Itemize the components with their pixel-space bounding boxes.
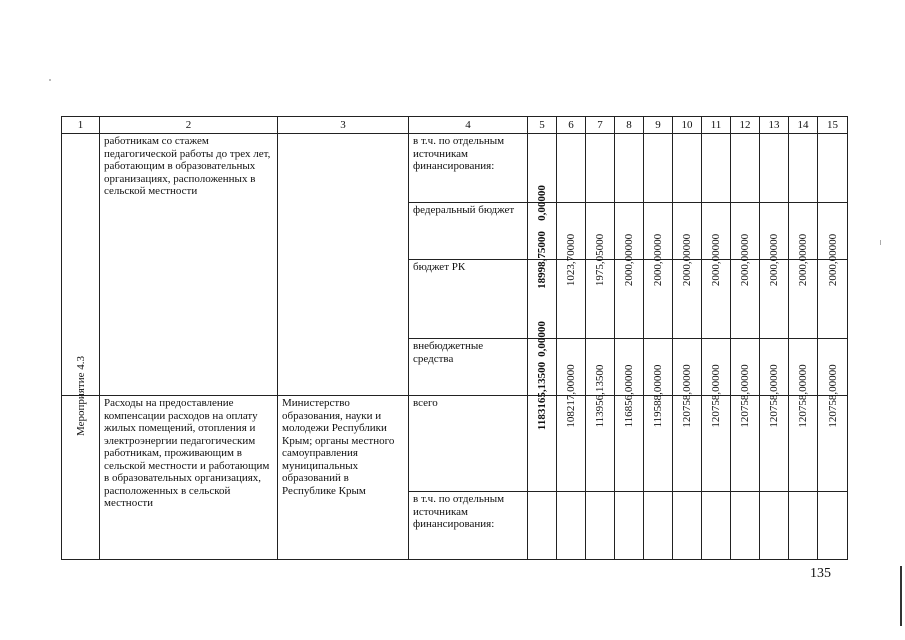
year-cell bbox=[644, 364, 673, 492]
year-value: 2000,00000 bbox=[622, 233, 635, 287]
source-label: в т.ч. по отдельным источникам финансирования: bbox=[413, 135, 505, 172]
description-cell bbox=[100, 396, 278, 560]
source-cell bbox=[409, 396, 528, 492]
year-cell bbox=[731, 233, 760, 339]
source-cell bbox=[409, 260, 528, 339]
source-label: бюджет РК bbox=[413, 261, 466, 273]
header-cell: 9 bbox=[644, 117, 673, 134]
header-cell: 7 bbox=[586, 117, 615, 134]
event-label: Мероприятие 4.3 bbox=[74, 356, 87, 436]
year-cell bbox=[702, 364, 731, 492]
year-cell bbox=[557, 233, 586, 339]
year-cell bbox=[702, 233, 731, 339]
page-number: 135 bbox=[810, 566, 831, 581]
year-value: 116856,00000 bbox=[622, 364, 635, 428]
header-cell: 1 bbox=[62, 117, 100, 134]
executor-cell bbox=[278, 396, 409, 560]
year-cell bbox=[818, 233, 848, 339]
header-cell: 12 bbox=[731, 117, 760, 134]
source-cell bbox=[409, 134, 528, 203]
header-cell: 14 bbox=[789, 117, 818, 134]
source-label: федеральный бюджет bbox=[413, 204, 515, 216]
year-cell bbox=[789, 364, 818, 492]
source-label: всего bbox=[413, 397, 438, 409]
year-value: 2000,00000 bbox=[767, 233, 780, 287]
year-value: 108217,00000 bbox=[564, 364, 577, 428]
year-cell bbox=[615, 233, 644, 339]
header-cell: 15 bbox=[818, 117, 848, 134]
description-text: Расходы на предоставление компенсации расходов на оплату жилых помещений, отопления и электроэнергии педагогическим работникам, проживающим в сельской местности и работающим в образовательных организациях, расположенных в сельской местности bbox=[104, 397, 270, 509]
header-cell: 6 bbox=[557, 117, 586, 134]
table-row bbox=[62, 134, 848, 203]
year-value: 2000,00000 bbox=[738, 233, 751, 287]
year-cell bbox=[818, 364, 848, 492]
year-value: 119588,00000 bbox=[651, 364, 664, 428]
header-cell: 5 bbox=[528, 117, 557, 134]
total-cell bbox=[528, 361, 557, 492]
year-cell bbox=[586, 364, 615, 492]
source-label: в т.ч. по отдельным источникам финансирования: bbox=[413, 493, 505, 530]
description-text: работникам со стажем педагогической работы до трех лет, работающим в образовательных организациях, расположенных в сельской местности bbox=[104, 135, 271, 197]
event-cell bbox=[62, 356, 100, 560]
year-cell bbox=[673, 233, 702, 339]
year-cell bbox=[731, 364, 760, 492]
scan-edge bbox=[900, 566, 902, 626]
year-cell bbox=[586, 233, 615, 339]
year-value: 2000,00000 bbox=[709, 233, 722, 287]
year-cell bbox=[644, 233, 673, 339]
total-value: 0,00000 bbox=[535, 321, 548, 357]
header-cell: 2 bbox=[100, 117, 278, 134]
year-cell bbox=[673, 364, 702, 492]
year-value: 1023,70000 bbox=[564, 233, 577, 287]
table-row bbox=[62, 396, 848, 492]
header-cell: 11 bbox=[702, 117, 731, 134]
source-cell bbox=[409, 492, 528, 560]
year-value: 1975,05000 bbox=[593, 233, 606, 287]
header-row bbox=[62, 117, 848, 134]
year-cell bbox=[615, 364, 644, 492]
year-cell bbox=[760, 364, 789, 492]
executor-text: Министерство образования, науки и молодежи Республики Крым; органы местного самоуправления муниципальных образований в Республике Крым bbox=[282, 397, 395, 497]
year-value: 2000,00000 bbox=[680, 233, 693, 287]
scan-dot bbox=[49, 79, 51, 81]
year-value: 120758,00000 bbox=[767, 364, 780, 428]
total-value: 0,00000 bbox=[535, 185, 548, 221]
year-value: 2000,00000 bbox=[826, 233, 839, 287]
header-cell: 8 bbox=[615, 117, 644, 134]
description-cell bbox=[100, 134, 278, 396]
year-value: 120758,00000 bbox=[738, 364, 751, 428]
year-value: 120758,00000 bbox=[709, 364, 722, 428]
source-cell bbox=[409, 339, 528, 396]
total-value: 18998,75000 bbox=[535, 231, 548, 289]
year-value: 2000,00000 bbox=[651, 233, 664, 287]
scan-mark bbox=[880, 240, 881, 245]
total-value: 1183165,13500 bbox=[535, 361, 548, 431]
source-label: внебюджетные средства bbox=[413, 340, 484, 365]
year-value: 113956,13500 bbox=[593, 364, 606, 428]
year-value: 120758,00000 bbox=[796, 364, 809, 428]
year-value: 120758,00000 bbox=[680, 364, 693, 428]
year-cell bbox=[760, 233, 789, 339]
source-cell bbox=[409, 203, 528, 260]
year-value: 2000,00000 bbox=[796, 233, 809, 287]
header-cell: 10 bbox=[673, 117, 702, 134]
header-cell: 13 bbox=[760, 117, 789, 134]
budget-table bbox=[61, 116, 848, 560]
year-cell bbox=[557, 364, 586, 492]
header-cell: 3 bbox=[278, 117, 409, 134]
year-cell bbox=[789, 233, 818, 339]
header-cell: 4 bbox=[409, 117, 528, 134]
executor-cell bbox=[278, 134, 409, 396]
year-value: 120758,00000 bbox=[826, 364, 839, 428]
